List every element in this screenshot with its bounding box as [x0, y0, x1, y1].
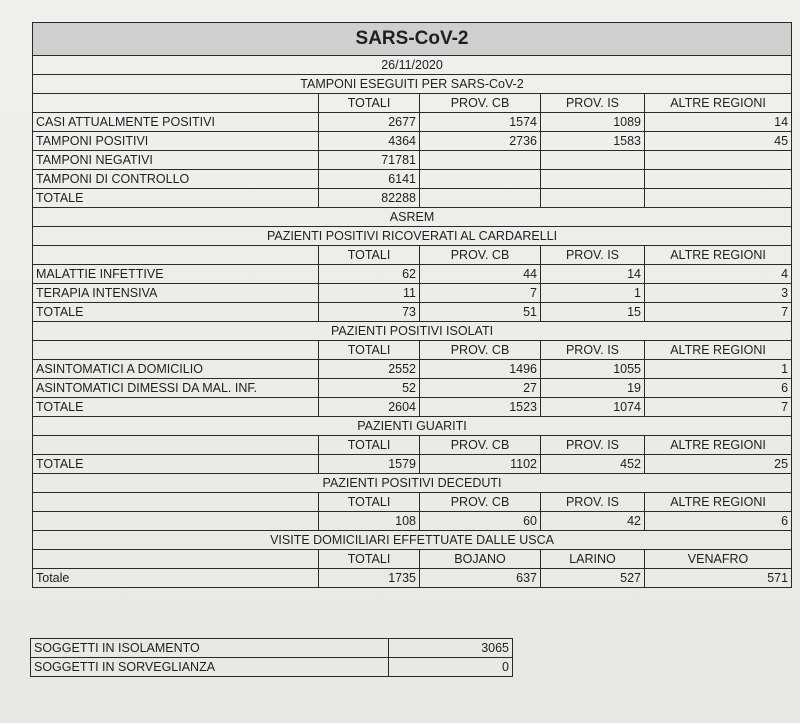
cell-value: 0: [389, 658, 513, 677]
soggetti-table: [30, 638, 513, 677]
cell-prov-is: 1074: [541, 398, 645, 417]
cell-prov-cb: 27: [420, 379, 541, 398]
table-row: [33, 455, 792, 474]
header-totali: TOTALI: [319, 341, 420, 360]
header-prov-cb: PROV. CB: [420, 436, 541, 455]
row-label: TOTALE: [33, 189, 319, 208]
cell-totali: 1735: [319, 569, 420, 588]
cell-totali: 82288: [319, 189, 420, 208]
header-prov-cb: PROV. CB: [420, 94, 541, 113]
row-label: TERAPIA INTENSIVA: [33, 284, 319, 303]
header-blank: [33, 341, 319, 360]
header-blank: [33, 246, 319, 265]
table-row: [31, 658, 513, 677]
header-row: [33, 436, 792, 455]
row-label: SOGGETTI IN ISOLAMENTO: [31, 639, 389, 658]
cell-totali: 2552: [319, 360, 420, 379]
cell-prov-cb: [420, 151, 541, 170]
header-row: [33, 94, 792, 113]
cell-prov-cb: 2736: [420, 132, 541, 151]
section-title-asrem: ASREM: [33, 208, 792, 227]
section-title-isolati: PAZIENTI POSITIVI ISOLATI: [33, 322, 792, 341]
cell-prov-cb: 44: [420, 265, 541, 284]
row-label: MALATTIE INFETTIVE: [33, 265, 319, 284]
header-prov-cb: PROV. CB: [420, 493, 541, 512]
covid-report-table: [32, 22, 792, 588]
row-label: TOTALE: [33, 398, 319, 417]
cell-altre-regioni: 45: [645, 132, 792, 151]
header-altre-regioni: ALTRE REGIONI: [645, 246, 792, 265]
header-bojano: BOJANO: [420, 550, 541, 569]
header-prov-is: PROV. IS: [541, 436, 645, 455]
cell-altre-regioni: [645, 151, 792, 170]
header-venafro: VENAFRO: [645, 550, 792, 569]
table-row: [33, 569, 792, 588]
cell-prov-is: 42: [541, 512, 645, 531]
cell-totali: 1579: [319, 455, 420, 474]
header-blank: [33, 436, 319, 455]
cell-altre-regioni: 4: [645, 265, 792, 284]
table-row: [33, 170, 792, 189]
cell-prov-cb: 1574: [420, 113, 541, 132]
cell-prov-cb: [420, 189, 541, 208]
table-row: [33, 379, 792, 398]
header-totali: TOTALI: [319, 246, 420, 265]
cell-altre-regioni: 6: [645, 379, 792, 398]
table-row: [33, 132, 792, 151]
cell-prov-is: 452: [541, 455, 645, 474]
section-title-deceduti: PAZIENTI POSITIVI DECEDUTI: [33, 474, 792, 493]
cell-venafro: 571: [645, 569, 792, 588]
table-row: [33, 189, 792, 208]
cell-totali: 6141: [319, 170, 420, 189]
header-row: [33, 493, 792, 512]
header-prov-cb: PROV. CB: [420, 341, 541, 360]
cell-altre-regioni: 7: [645, 398, 792, 417]
cell-altre-regioni: 7: [645, 303, 792, 322]
cell-prov-is: 1055: [541, 360, 645, 379]
header-prov-is: PROV. IS: [541, 94, 645, 113]
header-altre-regioni: ALTRE REGIONI: [645, 493, 792, 512]
table-row: [33, 398, 792, 417]
cell-totali: 73: [319, 303, 420, 322]
table-row: [33, 360, 792, 379]
cell-altre-regioni: 14: [645, 113, 792, 132]
cell-prov-is: [541, 170, 645, 189]
row-label: TOTALE: [33, 303, 319, 322]
cell-prov-cb: 1523: [420, 398, 541, 417]
header-row: [33, 341, 792, 360]
cell-prov-is: 14: [541, 265, 645, 284]
header-prov-is: PROV. IS: [541, 341, 645, 360]
row-label: SOGGETTI IN SORVEGLIANZA: [31, 658, 389, 677]
cell-altre-regioni: 25: [645, 455, 792, 474]
cell-prov-is: 15: [541, 303, 645, 322]
header-prov-is: PROV. IS: [541, 246, 645, 265]
cell-totali: 52: [319, 379, 420, 398]
row-label: ASINTOMATICI DIMESSI DA MAL. INF.: [33, 379, 319, 398]
cell-prov-cb: 1102: [420, 455, 541, 474]
row-label: CASI ATTUALMENTE POSITIVI: [33, 113, 319, 132]
report-title: SARS-CoV-2: [33, 23, 792, 56]
header-totali: TOTALI: [319, 493, 420, 512]
row-label: ASINTOMATICI A DOMICILIO: [33, 360, 319, 379]
cell-altre-regioni: [645, 189, 792, 208]
row-label: Totale: [33, 569, 319, 588]
cell-altre-regioni: [645, 170, 792, 189]
section-title-ricoverati: PAZIENTI POSITIVI RICOVERATI AL CARDARELLI: [33, 227, 792, 246]
cell-prov-cb: 1496: [420, 360, 541, 379]
cell-prov-cb: 60: [420, 512, 541, 531]
cell-prov-cb: [420, 170, 541, 189]
row-label: TAMPONI POSITIVI: [33, 132, 319, 151]
header-altre-regioni: ALTRE REGIONI: [645, 436, 792, 455]
cell-totali: 4364: [319, 132, 420, 151]
cell-prov-is: 1089: [541, 113, 645, 132]
row-label: [33, 512, 319, 531]
header-altre-regioni: ALTRE REGIONI: [645, 341, 792, 360]
table-row: [33, 265, 792, 284]
header-prov-is: PROV. IS: [541, 493, 645, 512]
cell-prov-cb: 51: [420, 303, 541, 322]
table-row: [33, 512, 792, 531]
cell-totali: 2604: [319, 398, 420, 417]
cell-prov-is: [541, 189, 645, 208]
cell-totali: 108: [319, 512, 420, 531]
cell-totali: 71781: [319, 151, 420, 170]
cell-bojano: 637: [420, 569, 541, 588]
header-blank: [33, 550, 319, 569]
cell-prov-is: 1583: [541, 132, 645, 151]
header-blank: [33, 94, 319, 113]
header-totali: TOTALI: [319, 436, 420, 455]
report-date: 26/11/2020: [33, 56, 792, 75]
table-row: [31, 639, 513, 658]
section-title-guariti: PAZIENTI GUARITI: [33, 417, 792, 436]
header-larino: LARINO: [541, 550, 645, 569]
cell-prov-is: 19: [541, 379, 645, 398]
header-prov-cb: PROV. CB: [420, 246, 541, 265]
row-label: TAMPONI NEGATIVI: [33, 151, 319, 170]
cell-larino: 527: [541, 569, 645, 588]
cell-prov-cb: 7: [420, 284, 541, 303]
table-row: [33, 303, 792, 322]
table-row: [33, 284, 792, 303]
header-altre-regioni: ALTRE REGIONI: [645, 94, 792, 113]
cell-altre-regioni: 6: [645, 512, 792, 531]
table-row: [33, 151, 792, 170]
header-blank: [33, 493, 319, 512]
section-title-tamponi: TAMPONI ESEGUITI PER SARS-CoV-2: [33, 75, 792, 94]
cell-prov-is: 1: [541, 284, 645, 303]
table-row: [33, 113, 792, 132]
cell-altre-regioni: 3: [645, 284, 792, 303]
cell-value: 3065: [389, 639, 513, 658]
header-totali: TOTALI: [319, 94, 420, 113]
header-totali: TOTALI: [319, 550, 420, 569]
cell-totali: 11: [319, 284, 420, 303]
header-row: [33, 246, 792, 265]
cell-totali: 62: [319, 265, 420, 284]
row-label: TAMPONI DI CONTROLLO: [33, 170, 319, 189]
row-label: TOTALE: [33, 455, 319, 474]
cell-totali: 2677: [319, 113, 420, 132]
header-row: [33, 550, 792, 569]
cell-altre-regioni: 1: [645, 360, 792, 379]
cell-prov-is: [541, 151, 645, 170]
section-title-usca: VISITE DOMICILIARI EFFETTUATE DALLE USCA: [33, 531, 792, 550]
